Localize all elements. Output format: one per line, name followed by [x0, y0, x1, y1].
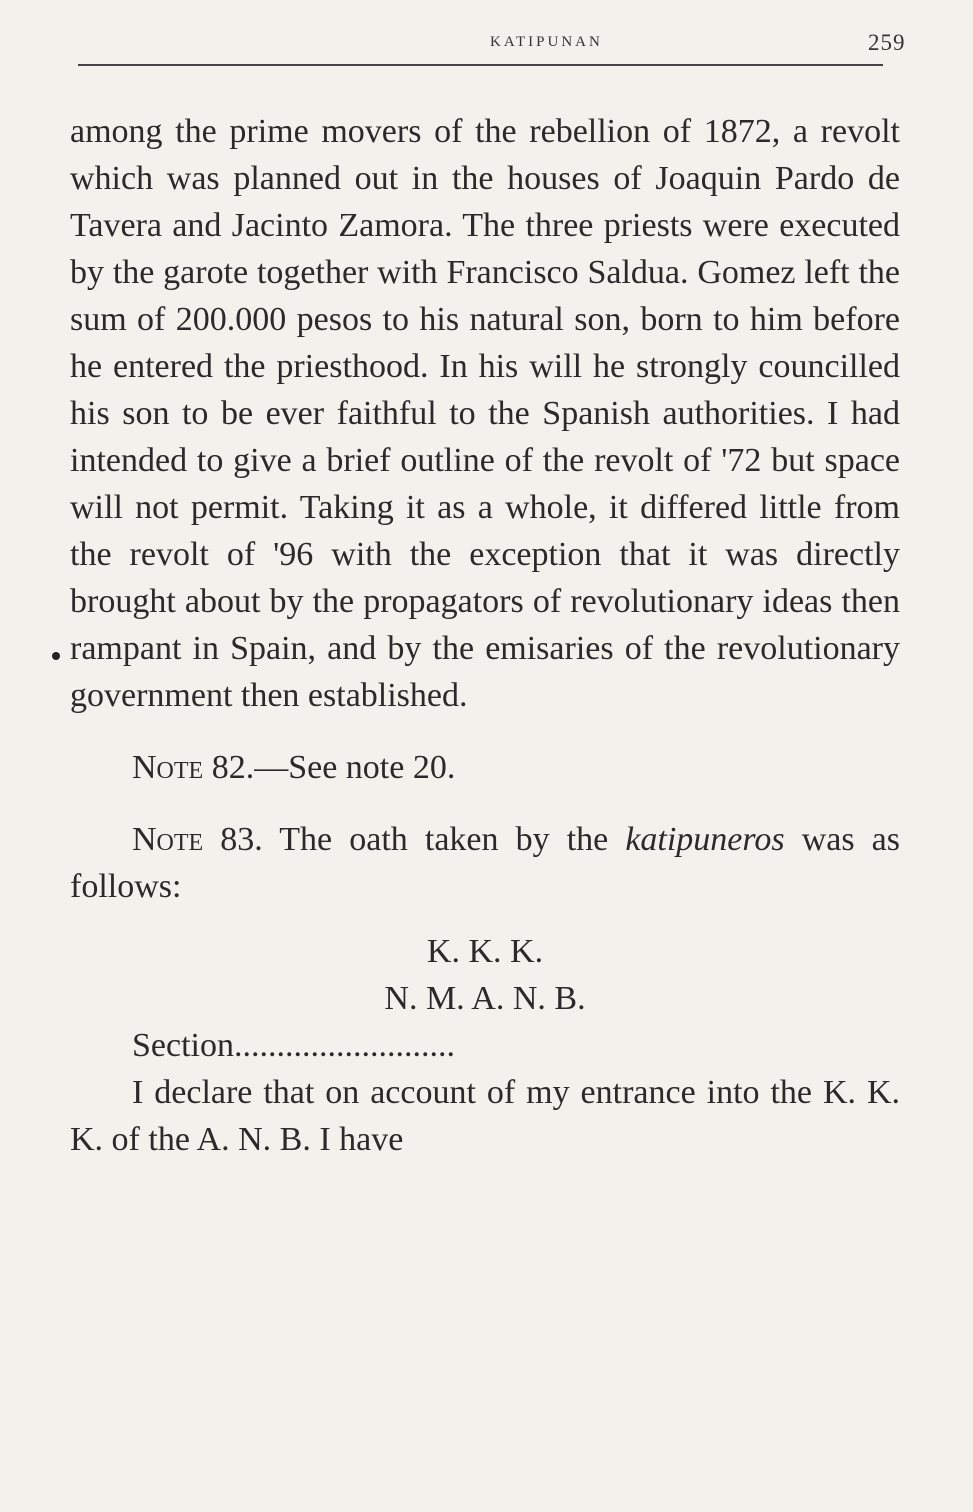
note-83 — [70, 816, 900, 910]
note-83-label: Note 83. — [132, 821, 263, 858]
margin-mark — [52, 652, 60, 660]
running-title: KATIPUNAN — [490, 34, 603, 50]
note-83-italic-term: katipuneros — [625, 821, 785, 858]
note-82-label: Note 82. — [132, 749, 255, 786]
section-line: Section.......................... — [132, 1027, 455, 1064]
oath-heading-2: N. M. A. N. B. — [384, 980, 586, 1017]
body-text — [70, 108, 900, 1163]
note-82 — [70, 744, 900, 791]
note-83-text-1: The oath taken by the — [262, 821, 626, 858]
page-number: 259 — [868, 30, 906, 55]
oath-declaration: I declare that on account of my entrance into the K. K. K. of the A. N. B. I have — [70, 1074, 900, 1158]
oath-heading-1: K. K. K. — [426, 933, 544, 970]
note-82-text: —See note 20. — [254, 749, 456, 786]
note-83-text-2: was as follows: — [70, 821, 900, 905]
page-header — [78, 30, 906, 70]
paragraph-continuation: among the prime movers of the rebellion of 1872, a revolt which was planned out in the houses of Joaquin Pardo de Tavera and Jacinto Zamora. The three priests were executed by the garote together with Francisco Saldua. Gomez left the sum of 200.000 pesos to his natural son, born to him before he entered the priesthood. In his will he strongly councilled his son to be ever faithful to the Spanish authorities. I had intended to give a brief outline of the revolt of '72 but space will not permit. Taking it as a whole, it differed little from the revolt of '96 with the exception that it was directly brought about by the propagators of revolutionary ideas then rampant in Spain, and by the emisaries of the revolutionary government then established. — [70, 113, 900, 714]
header-rule — [78, 64, 883, 66]
